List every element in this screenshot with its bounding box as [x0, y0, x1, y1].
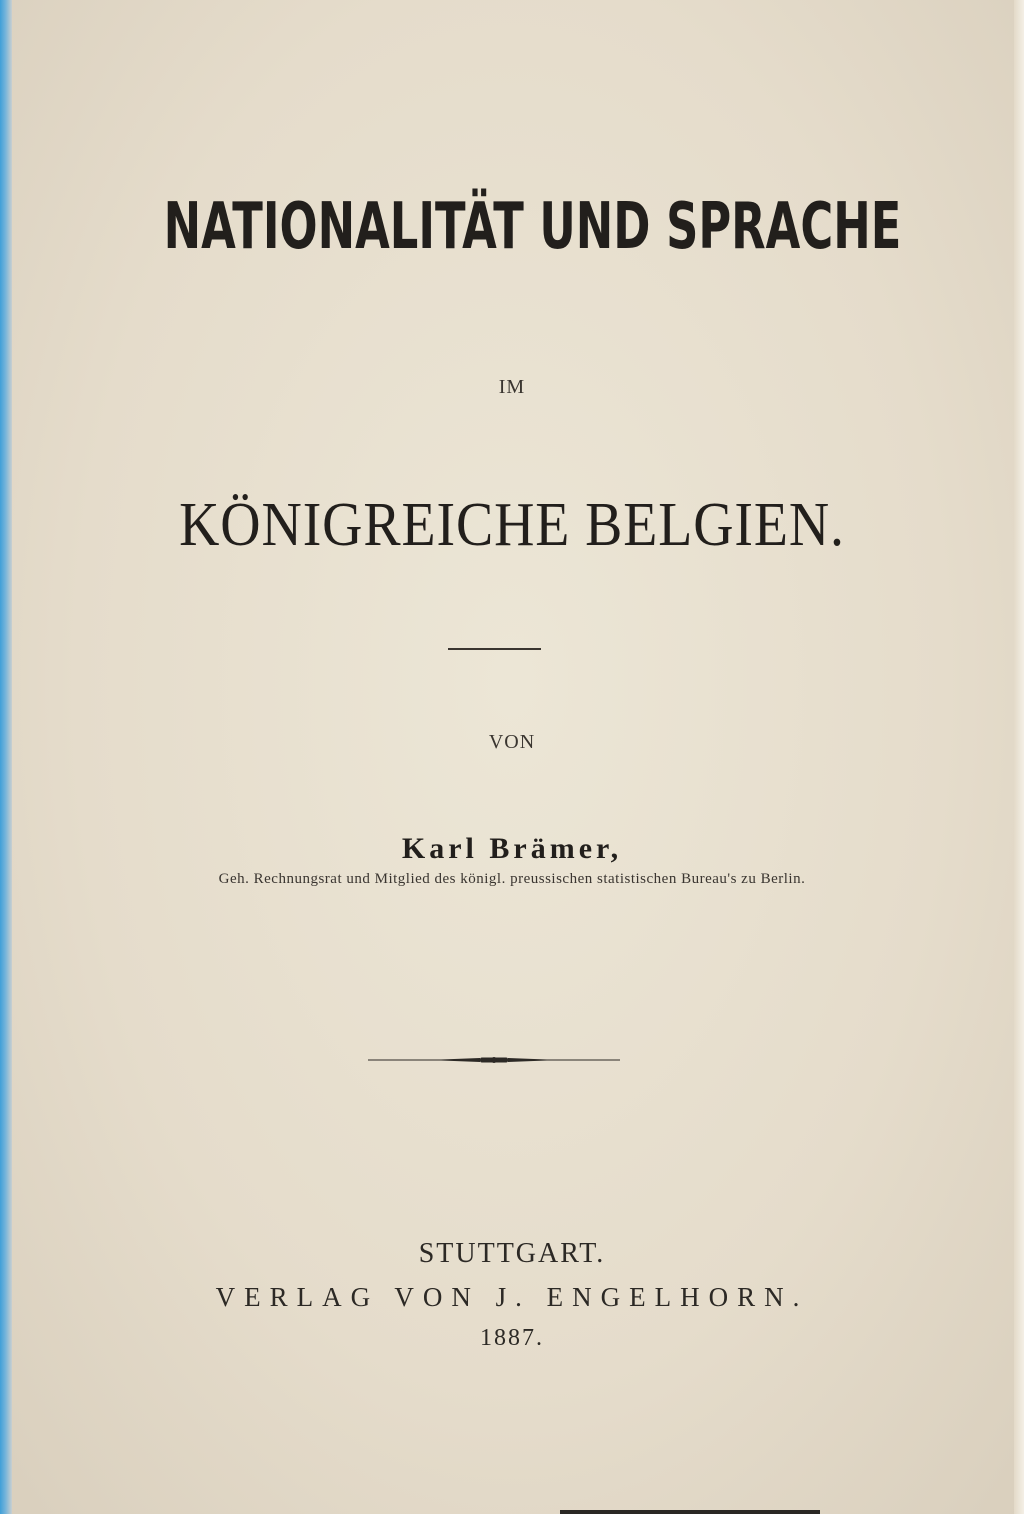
by-line: VON	[488, 731, 536, 753]
divider-rule	[448, 648, 541, 650]
publication-place: STUTTGART.	[418, 1238, 606, 1269]
publication-year: 1887.	[480, 1325, 544, 1351]
author-affiliation: Geh. Rechnungsrat und Mitglied des königl. preussischen statistischen Bureau's zu Berlin.	[218, 871, 806, 887]
book-title: NATIONALITÄT UND SPRACHE	[163, 190, 902, 264]
author-name: Karl Brämer,	[401, 832, 623, 865]
ornamental-rule	[368, 1052, 620, 1068]
bottom-page-edge	[560, 1510, 820, 1514]
title-connector: IM	[498, 376, 526, 398]
book-subtitle: KÖNIGREICHE BELGIEN.	[179, 491, 845, 559]
publisher: VERLAG VON J. ENGELHORN.	[215, 1282, 809, 1312]
